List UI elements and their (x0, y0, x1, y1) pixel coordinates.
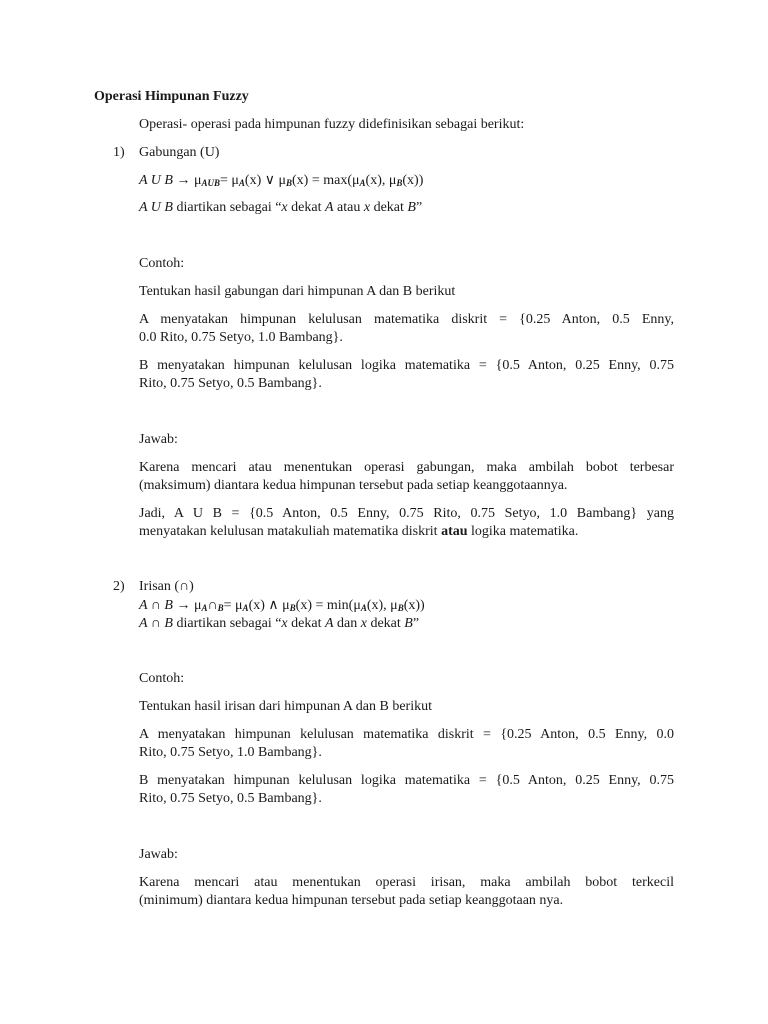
union-answer-line2: (maksimum) diantara kedua himpunan tersebut pada setiap keanggotaannya. (139, 478, 568, 493)
union-formula-lhs: A U B (139, 173, 173, 188)
intersection-set-a-line2: Rito, 0.75 Setyo, 1.0 Bambang}. (139, 745, 322, 760)
intersection-task: Tentukan hasil irisan dari himpunan A dan B berikut (139, 699, 432, 714)
union-set-b-line2: Rito, 0.75 Setyo, 0.5 Bambang}. (139, 376, 322, 391)
union-formula: A U $B \to \mu_{AUB}= \mu_A(x)$ ∨ $\mu_B(x) = \max(\mu_A(x)$, $\mu_B(x)$) (139, 173, 424, 188)
union-result-line2: menyatakan kelulusan matakuliah matematika diskrit atau logika matematika. (139, 524, 579, 539)
union-answer-label: Jawab: (139, 432, 178, 447)
union-task: Tentukan hasil gabungan dari himpunan A dan B berikut (139, 284, 456, 299)
intersection-set-a-line1: A menyatakan himpunan kelulusan matematika diskrit = {0.25 Anton, 0.5 Enny, 0.0 (139, 727, 674, 742)
page-title: Operasi Himpunan Fuzzy (94, 89, 249, 104)
intersection-meaning: A ∩ B diartikan sebagai “x dekat A dan x dekat B” (139, 616, 420, 631)
union-result-line1: Jadi, A U B = {0.5 Anton, 0.5 Enny, 0.75 Rito, 0.75 Setyo, 1.0 Bambang} yang (139, 506, 674, 521)
intersection-set-b-line2: Rito, 0.75 Setyo, 0.5 Bambang}. (139, 791, 322, 806)
intersection-answer-line2: (minimum) diantara kedua himpunan tersebut pada setiap keanggotaan nya. (139, 893, 564, 908)
union-meaning: A U B diartikan sebagai “x dekat A atau x dekat B” (139, 200, 423, 215)
intersection-example-label: Contoh: (139, 671, 185, 686)
union-set-a-line2: 0.0 Rito, 0.75 Setyo, 1.0 Bambang}. (139, 330, 343, 345)
intersection-answer-label: Jawab: (139, 847, 178, 862)
union-set-b-line1: B menyatakan himpunan kelulusan logika matematika = {0.5 Anton, 0.25 Enny, 0.75 (139, 358, 674, 373)
intersection-answer-line1: Karena mencari atau menentukan operasi irisan, maka ambilah bobot terkecil (139, 875, 674, 890)
intro-text: Operasi- operasi pada himpunan fuzzy didefinisikan sebagai berikut: (139, 117, 525, 132)
intersection-formula: A ∩ $B \to \mu_A\cap_B= \mu_A(x)$ ∧ $\mu_B(x) = \min(\mu_A(x)$, $\mu_B(x)$) (139, 598, 425, 613)
intersection-set-b-line1: B menyatakan himpunan kelulusan logika matematika = {0.5 Anton, 0.25 Enny, 0.75 (139, 773, 674, 788)
intersection-heading: Irisan (∩) (139, 579, 194, 594)
union-set-a-line1: A menyatakan himpunan kelulusan matematika diskrit = {0.25 Anton, 0.5 Enny, (139, 312, 674, 327)
union-heading: Gabungan (U) (139, 145, 220, 160)
item-number-2: 2) (113, 579, 125, 594)
union-example-label: Contoh: (139, 256, 185, 271)
union-answer-line1: Karena mencari atau menentukan operasi gabungan, maka ambilah bobot terbesar (139, 460, 674, 475)
item-number-1: 1) (113, 145, 125, 160)
